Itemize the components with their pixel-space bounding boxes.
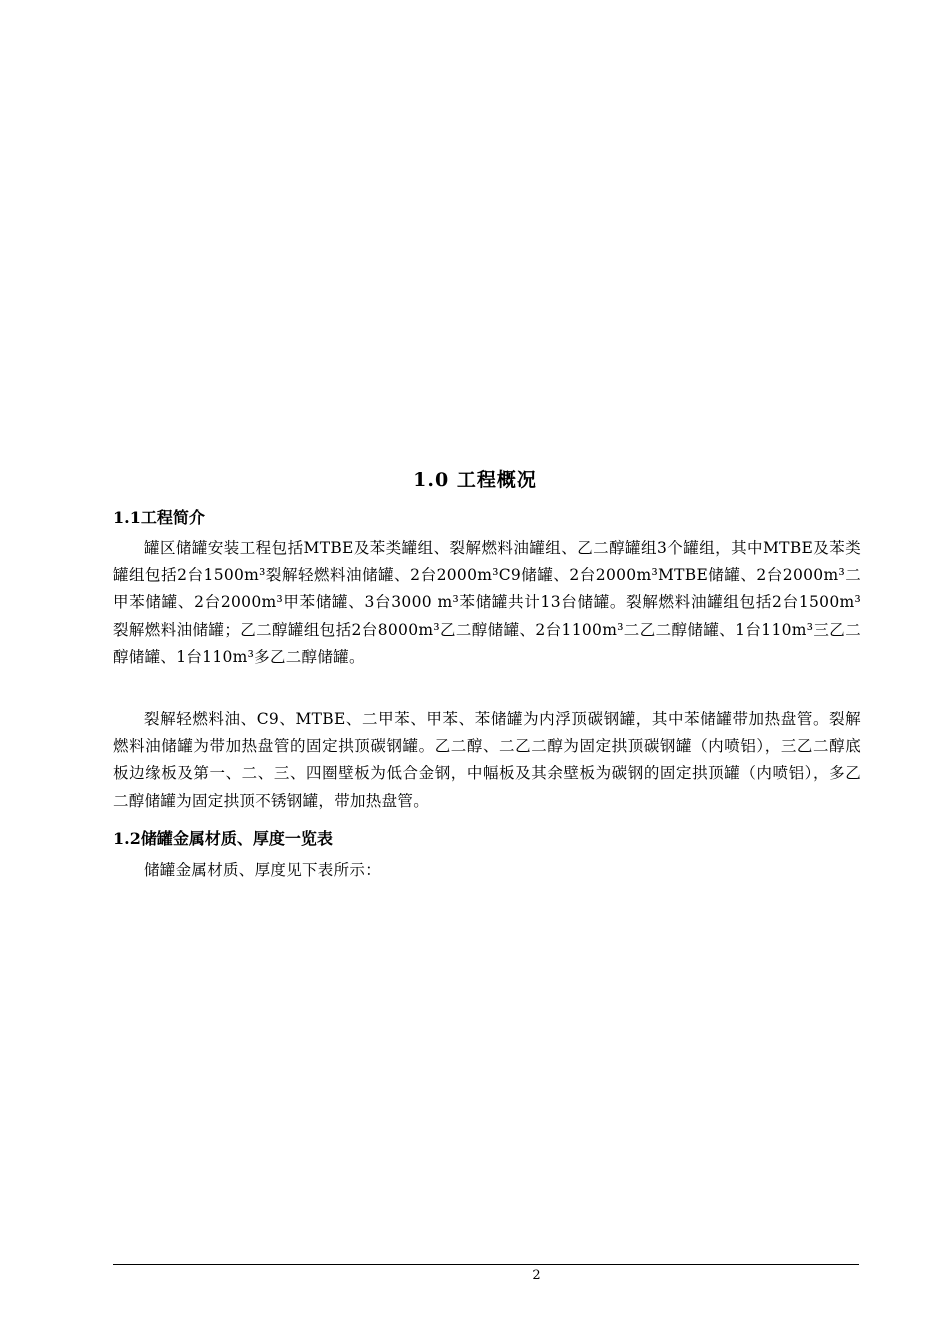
paragraph-table-intro: 储罐金属材质、厚度见下表所示： xyxy=(144,861,382,879)
section-heading-1-1: 1.1工程简介 xyxy=(113,508,205,527)
document-title: 1.0 工程概况 xyxy=(413,469,537,491)
page-number: 2 xyxy=(532,1268,541,1283)
section-heading-1-2: 1.2储罐金属材质、厚度一览表 xyxy=(113,829,333,848)
paragraph-tank-types: 裂解轻燃料油、C9、MTBE、二甲苯、甲苯、苯储罐为内浮顶碳钢罐，其中苯储罐带加热盘管。裂解燃料油储罐为带加热盘管的固定拱顶碳钢罐。乙二醇、二乙二醇为固定拱顶碳钢罐（内喷铝），三乙二醇底板边缘板及第一、二、三、四圈壁板为低合金钢，中幅板及其余壁板为碳钢的固定拱顶罐（内喷铝），多乙二醇储罐为固定拱顶不锈钢罐，带加热盘管。 xyxy=(113,710,861,810)
footer-divider xyxy=(113,1264,859,1265)
paragraph-project-scope: 罐区储罐安装工程包括MTBE及苯类罐组、裂解燃料油罐组、乙二醇罐组3个罐组，其中MTBE及苯类罐组包括2台1500m³裂解轻燃料油储罐、2台2000m³C9储罐、2台2000m³MTBE储罐、2台2000m³二甲苯储罐、2台2000m³甲苯储罐、3台3000 m³苯储罐共计13台储罐。裂解燃料油罐组包括2台1500m³裂解燃料油储罐；乙二醇罐组包括2台8000m³乙二醇储罐、2台1100m³二乙二醇储罐、1台110m³三乙二醇储罐、1台110m³多乙二醇储罐。 xyxy=(113,539,861,666)
